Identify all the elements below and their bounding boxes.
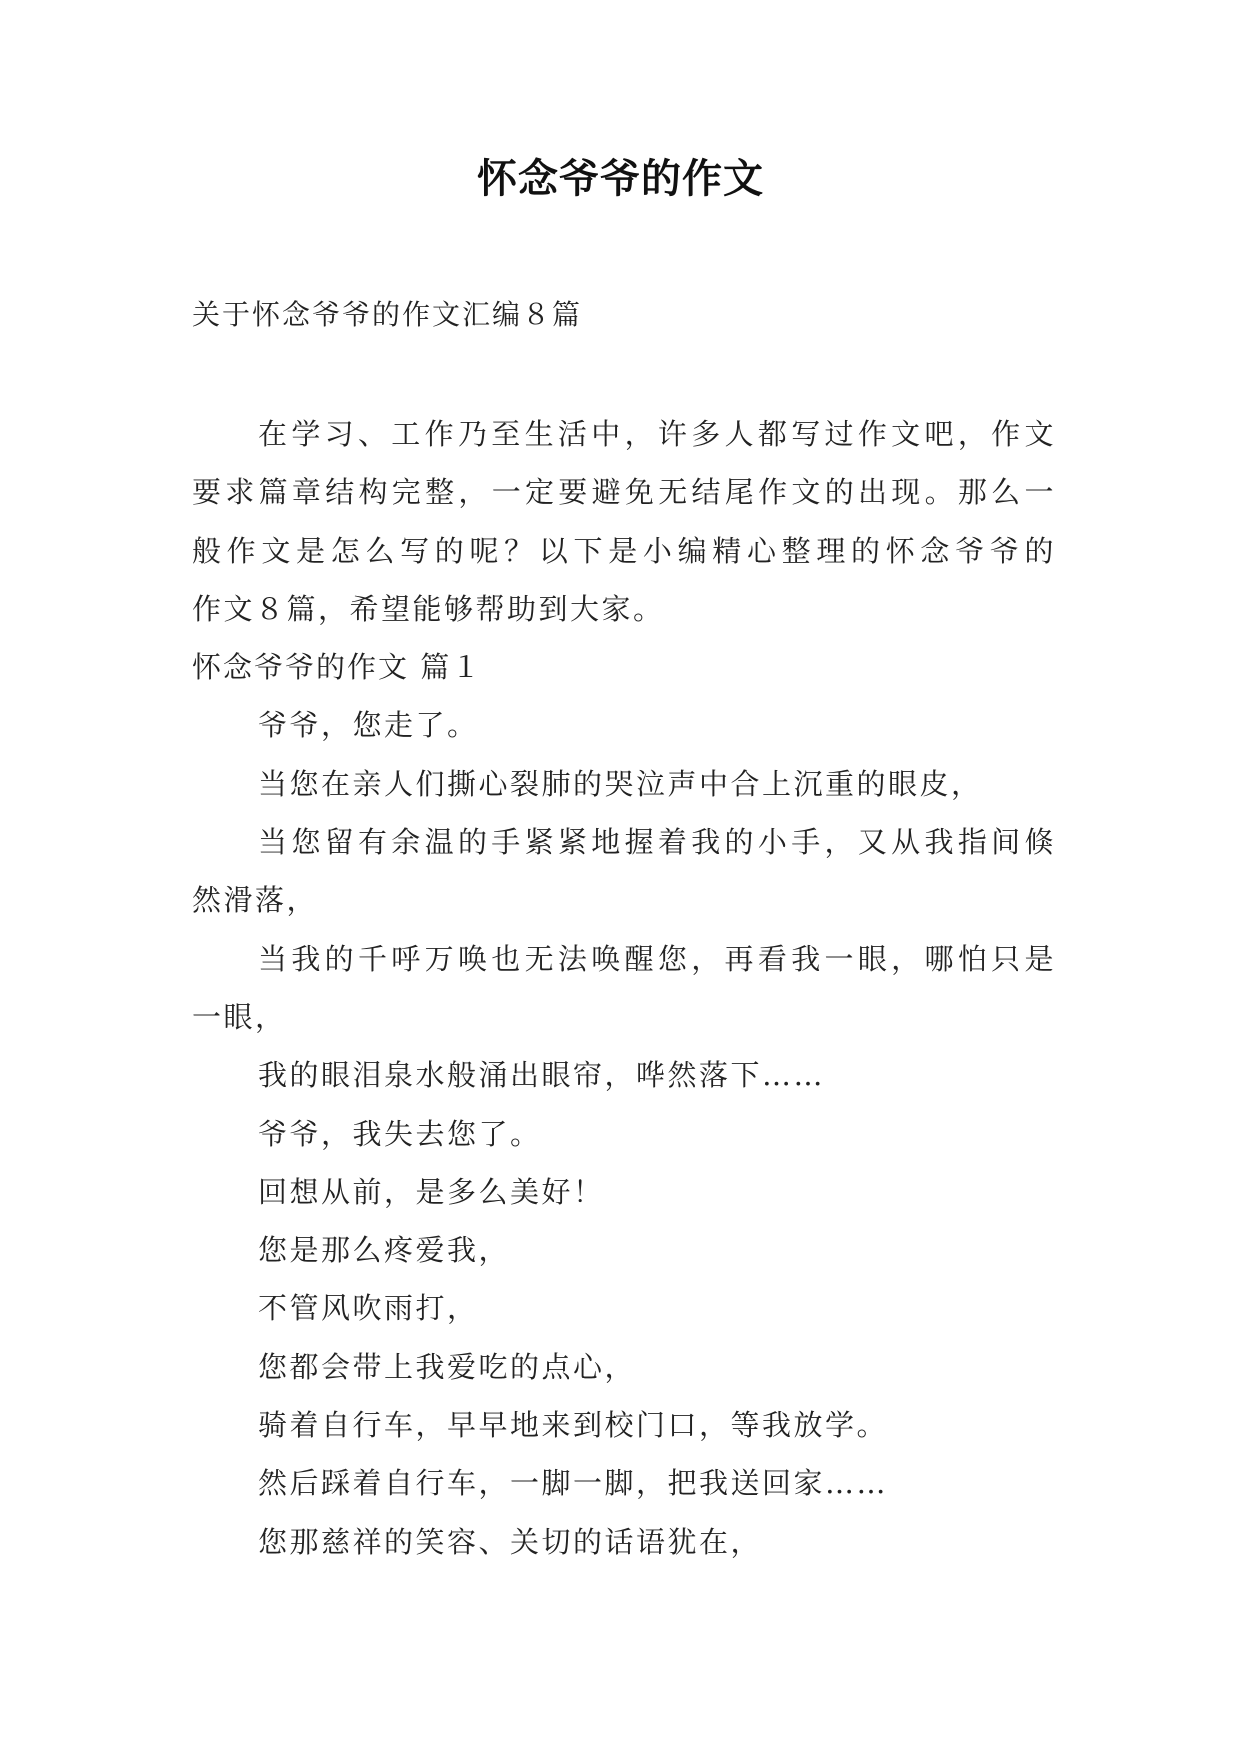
paragraph-line: 骑着自行车，早早地来到校门口，等我放学。 [258, 1408, 889, 1443]
section-heading: 怀念爷爷的作文 篇１ [192, 650, 483, 685]
paragraph-line: 您那慈祥的笑容、关切的话语犹在， [258, 1524, 763, 1559]
paragraph-line: 要求篇章结构完整，一定要避免无结尾作文的出现。那么一 [192, 475, 1056, 510]
paragraph-line: 当我的千呼万唤也无法唤醒您，再看我一眼，哪怕只是 [258, 941, 1056, 976]
paragraph-line: 一眼， [192, 999, 287, 1034]
document-subtitle: 关于怀念爷爷的作文汇编８篇 [192, 298, 583, 331]
paragraph-line: 您是那么疼爱我， [258, 1233, 511, 1268]
paragraph-line: 回想从前，是多么美好！ [258, 1174, 605, 1209]
document-body [192, 405, 1056, 1571]
paragraph-line: 在学习、工作乃至生活中，许多人都写过作文吧，作文 [258, 417, 1056, 451]
paragraph-line: 然滑落， [192, 883, 319, 918]
paragraph-line: 您都会带上我爱吃的点心， [258, 1349, 637, 1384]
paragraph-line: 作文８篇，希望能够帮助到大家。 [192, 591, 665, 626]
paragraph-line: 我的眼泪泉水般涌出眼帘，哗然落下…… [258, 1058, 826, 1093]
paragraph-line: 当您在亲人们撕心裂肺的哭泣声中合上沉重的眼皮， [258, 766, 983, 801]
paragraph-line: 般作文是怎么写的呢？以下是小编精心整理的怀念爷爷的 [192, 533, 1056, 568]
document-title: 怀念爷爷的作文 [477, 156, 764, 202]
paragraph-line: 爷爷，您走了。 [258, 708, 479, 743]
paragraph-line: 不管风吹雨打， [258, 1291, 479, 1326]
paragraph-line: 然后踩着自行车，一脚一脚，把我送回家…… [258, 1466, 889, 1501]
paragraph-line: 当您留有余温的手紧紧地握着我的小手，又从我指间倏 [258, 825, 1056, 860]
paragraph-line: 爷爷，我失去您了。 [258, 1116, 542, 1151]
